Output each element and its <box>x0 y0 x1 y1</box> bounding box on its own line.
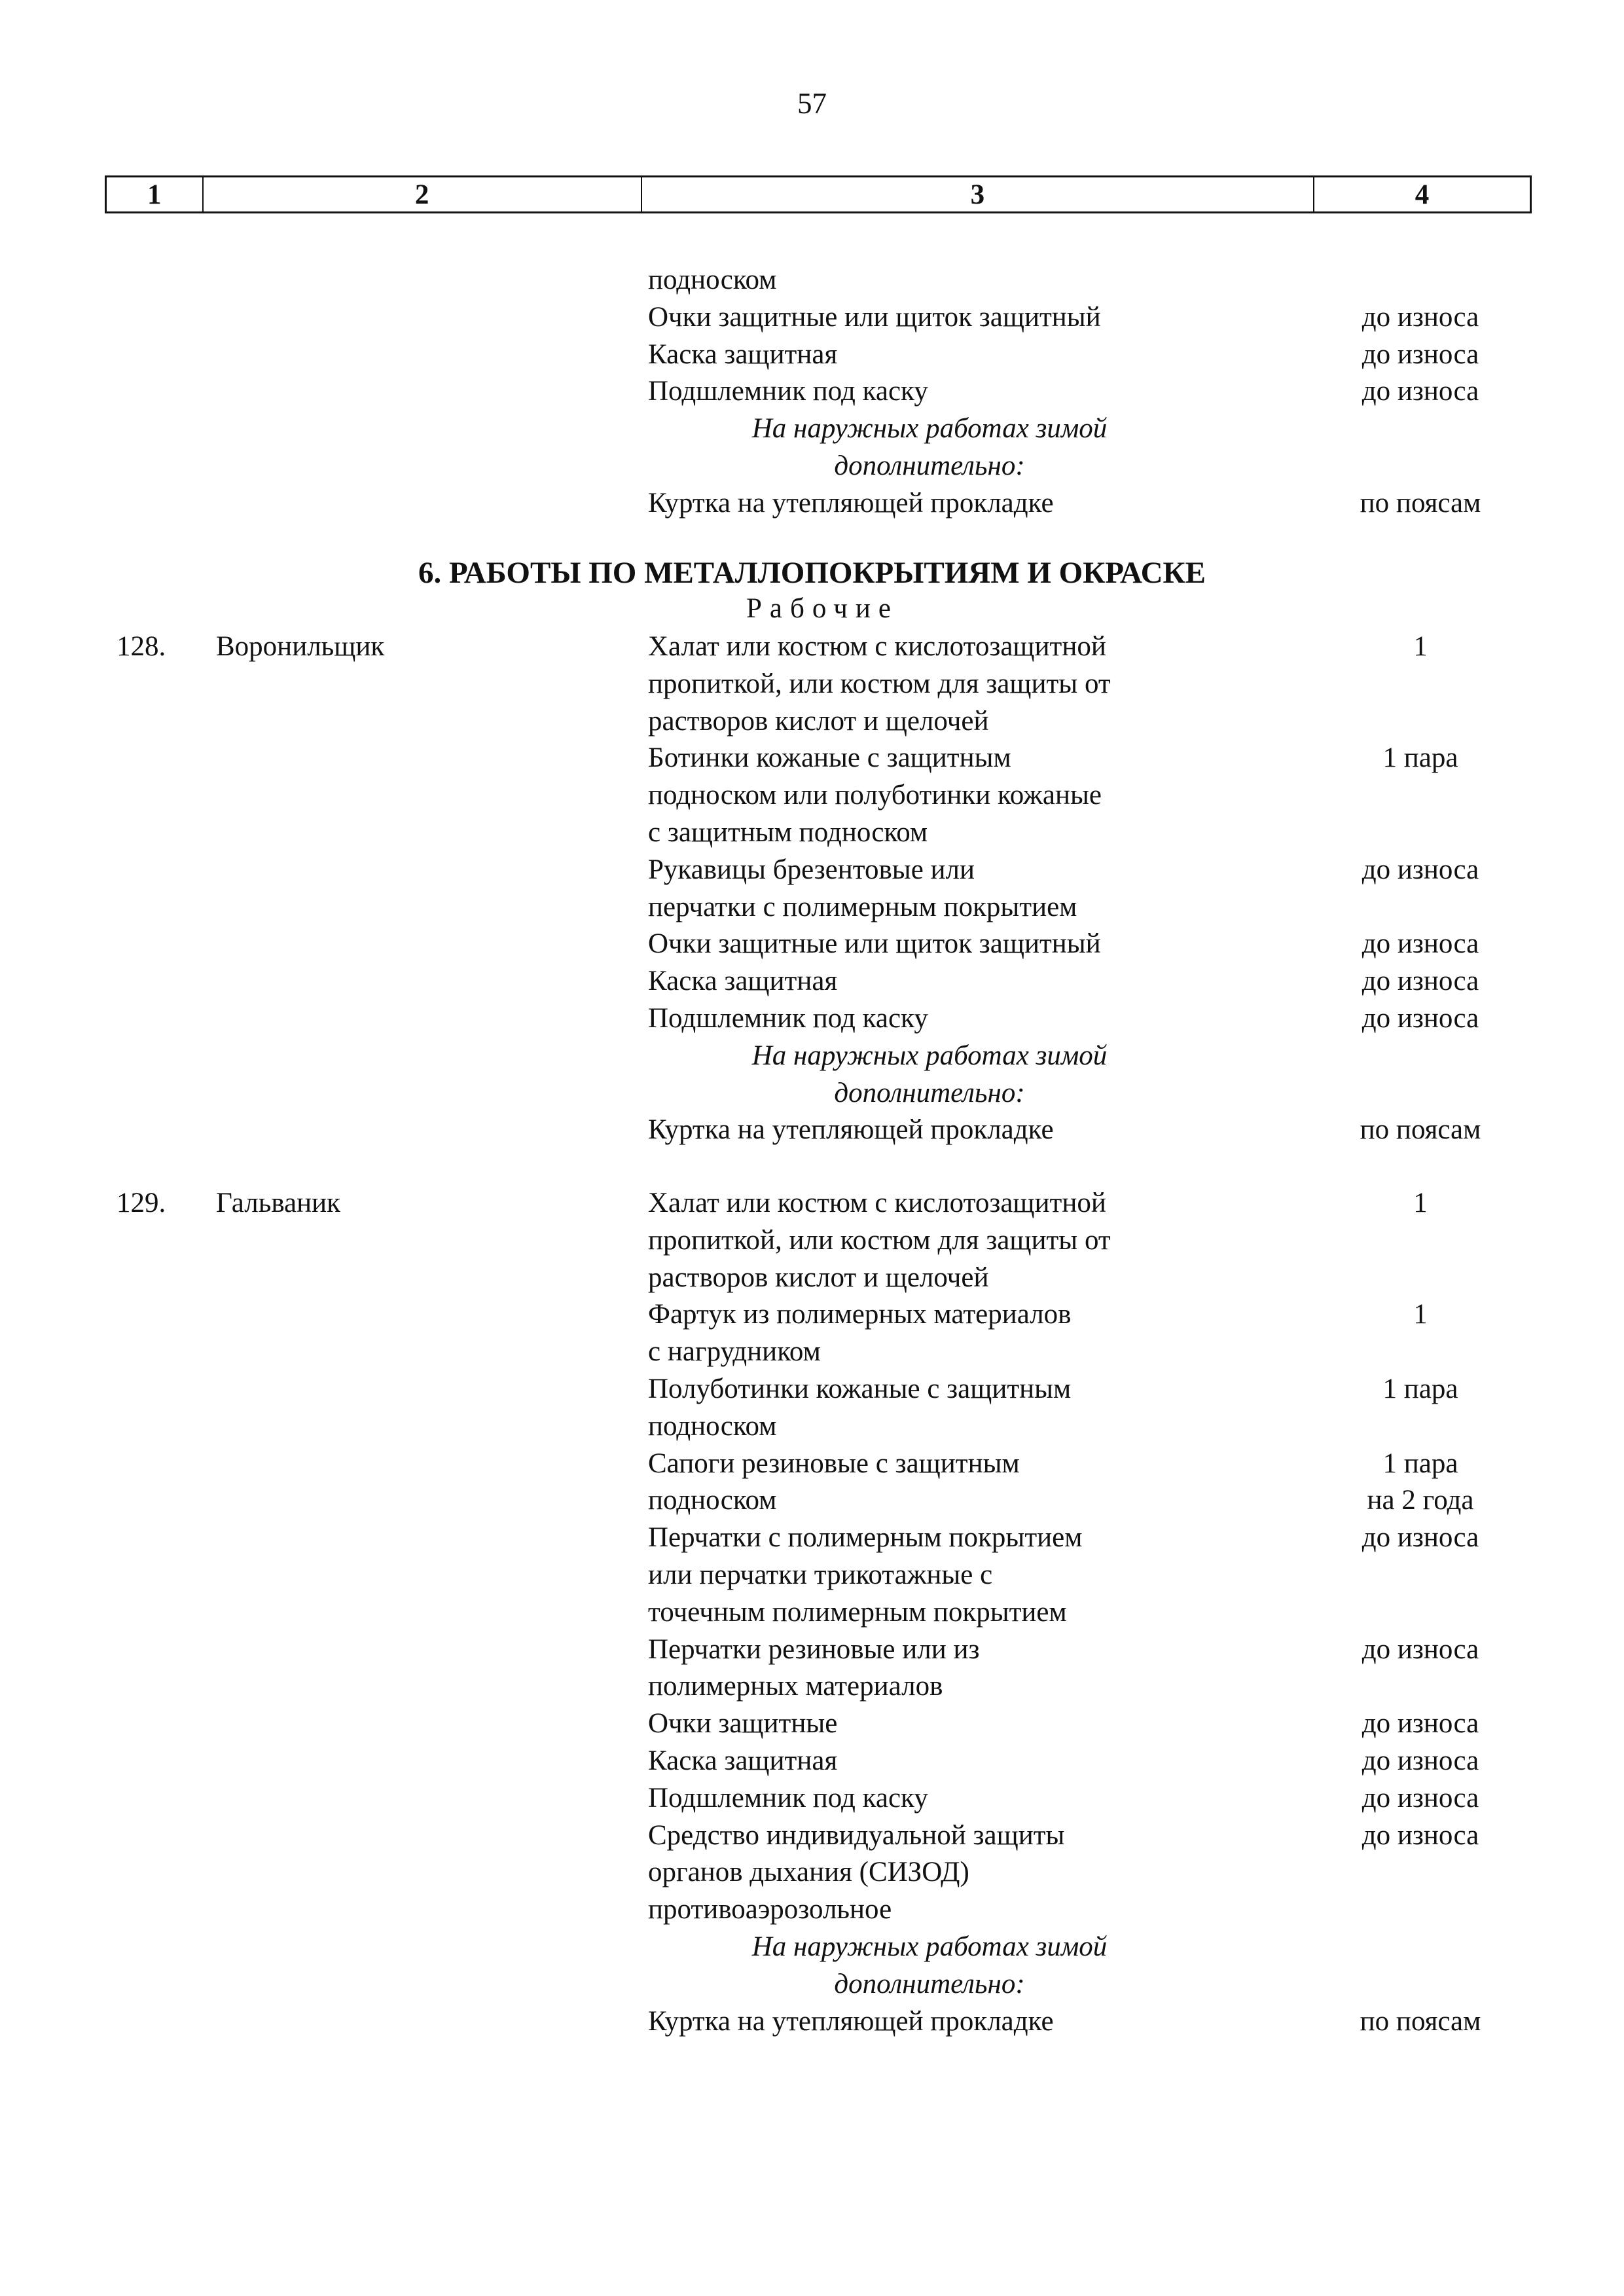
item-norm: до износа <box>1362 966 1479 997</box>
item-norm: 1 пара <box>1382 742 1458 774</box>
page-number: 57 <box>797 87 827 120</box>
column-header-4: 4 <box>1415 179 1430 210</box>
item-norm: до износа <box>1362 1782 1479 1813</box>
item-name: с защитным подноском <box>648 817 928 848</box>
entry-number: 128. <box>117 631 166 662</box>
item-norm: до износа <box>1362 376 1479 407</box>
item-norm: до износа <box>1362 854 1479 885</box>
profession-name: Воронильщик <box>216 631 385 662</box>
section-title: 6. РАБОТЫ ПО МЕТАЛЛОПОКРЫТИЯМ И ОКРАСКЕ <box>418 556 1206 590</box>
column-header-1: 1 <box>107 177 204 211</box>
item-norm: до износа <box>1362 1708 1479 1740</box>
item-name: Ботинки кожаные с защитным <box>648 742 1011 774</box>
item-name: пропиткой, или костюм для защиты от <box>648 668 1111 699</box>
item-norm: 1 <box>1413 1299 1428 1330</box>
profession-name: Гальваник <box>216 1188 341 1218</box>
item-norm: до износа <box>1362 1819 1479 1851</box>
item-name: подноском или полуботинки кожаные <box>648 780 1102 811</box>
winter-note: На наружных работах зимой <box>751 413 1108 445</box>
item-name: Подшлемник под каску <box>648 1003 928 1034</box>
winter-note: На наружных работах зимой <box>751 1040 1108 1071</box>
item-name: Халат или костюм с кислотозащитной <box>648 1188 1106 1218</box>
item-name: с нагрудником <box>648 1336 821 1368</box>
item-name: Очки защитные или щиток защитный <box>648 928 1101 960</box>
item-name: Фартук из полимерных материалов <box>648 1299 1072 1330</box>
item-name: Средство индивидуальной защиты <box>648 1819 1065 1851</box>
item-name: подноском <box>648 264 777 295</box>
item-norm: до износа <box>1362 1745 1479 1776</box>
item-name: Полуботинки кожаные с защитным <box>648 1374 1072 1404</box>
item-norm: по поясам <box>1360 2005 1481 2037</box>
item-norm: 1 пара <box>1382 1448 1458 1479</box>
item-name: противоаэрозольное <box>648 1894 892 1925</box>
item-norm: до износа <box>1362 928 1479 960</box>
entry-number: 129. <box>117 1188 166 1218</box>
item-norm: 1 <box>1413 1188 1428 1218</box>
item-name: точечным полимерным покрытием <box>648 1596 1067 1628</box>
column-header-row <box>105 175 1532 213</box>
item-name: органов дыхания (СИЗОД) <box>648 1857 969 1888</box>
item-name: Перчатки с полимерным покрытием <box>648 1522 1083 1554</box>
item-name: подноском <box>648 1485 777 1516</box>
column-header-3: 3 <box>642 177 1314 211</box>
winter-note: дополнительно: <box>834 1968 1025 1999</box>
item-name: пропиткой, или костюм для защиты от <box>648 1224 1111 1256</box>
item-name: перчатки с полимерным покрытием <box>648 891 1077 922</box>
winter-note: На наружных работах зимой <box>751 1931 1108 1962</box>
item-norm: 1 <box>1413 631 1428 662</box>
item-name: подноском <box>648 1410 777 1442</box>
item-name: растворов кислот и щелочей <box>648 705 989 737</box>
section-subtitle: Рабочие <box>746 593 899 624</box>
column-header-2: 2 <box>204 177 642 211</box>
item-name: Халат или костюм с кислотозащитной <box>648 631 1106 662</box>
item-norm: до износа <box>1362 1003 1479 1034</box>
item-name: Куртка на утепляющей прокладке <box>648 487 1054 519</box>
item-norm: до износа <box>1362 1633 1479 1665</box>
item-norm: 1 пара <box>1382 1374 1458 1404</box>
item-name: или перчатки трикотажные с <box>648 1559 993 1590</box>
winter-note: дополнительно: <box>834 1077 1025 1108</box>
item-norm: по поясам <box>1360 487 1481 519</box>
item-name: Очки защитные или щиток защитный <box>648 301 1101 333</box>
item-norm: до износа <box>1362 338 1479 370</box>
item-name: Подшлемник под каску <box>648 376 928 407</box>
item-name: Сапоги резиновые с защитным <box>648 1448 1020 1479</box>
item-name: Каска защитная <box>648 338 838 370</box>
item-norm: до износа <box>1362 1522 1479 1554</box>
item-name: Перчатки резиновые или из <box>648 1633 980 1665</box>
item-norm: по поясам <box>1360 1114 1481 1146</box>
item-name: Очки защитные <box>648 1708 838 1740</box>
item-name: Каска защитная <box>648 1745 838 1776</box>
item-name: Каска защитная <box>648 966 838 997</box>
item-name: полимерных материалов <box>648 1671 943 1702</box>
item-name: растворов кислот и щелочей <box>648 1262 989 1293</box>
item-name: Подшлемник под каску <box>648 1782 928 1813</box>
item-name: Куртка на утепляющей прокладке <box>648 1114 1054 1146</box>
item-name: Куртка на утепляющей прокладке <box>648 2005 1054 2037</box>
item-norm: на 2 года <box>1367 1485 1474 1516</box>
winter-note: дополнительно: <box>834 450 1025 481</box>
item-name: Рукавицы брезентовые или <box>648 854 975 885</box>
item-norm: до износа <box>1362 301 1479 333</box>
